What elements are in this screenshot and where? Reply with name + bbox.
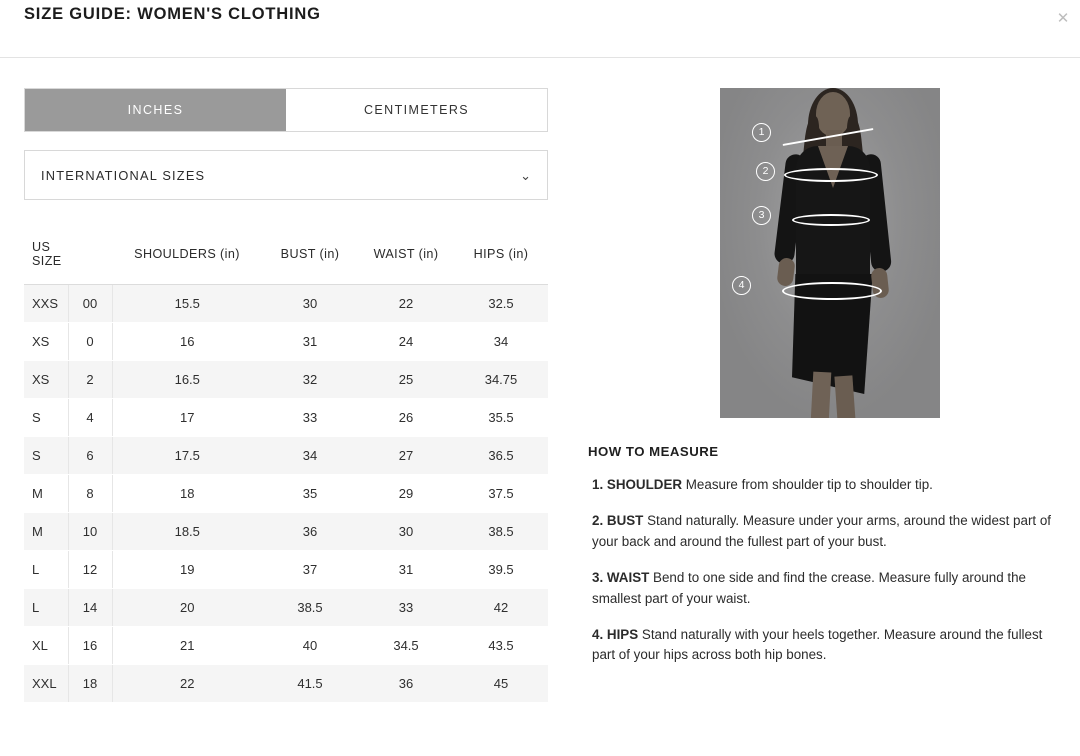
cell-us-size: XXL (24, 665, 68, 703)
table-row (24, 399, 548, 437)
cell-numeric-size: 2 (68, 361, 112, 399)
tab-centimeters[interactable]: CENTIMETERS (286, 89, 547, 131)
column-header-hips: HIPS (in) (454, 226, 548, 285)
cell-numeric-size: 0 (68, 323, 112, 361)
cell-us-size: M (24, 475, 68, 513)
cell-hips: 45 (454, 665, 548, 703)
cell-us-size: L (24, 551, 68, 589)
model-leg-right (834, 375, 855, 418)
howto-text-waist: Bend to one side and find the crease. Measure fully around the smallest part of your waist. (592, 570, 1026, 606)
bust-marker: 2 (756, 162, 775, 181)
cell-waist: 31 (358, 551, 454, 589)
size-chart-table (24, 226, 548, 703)
table-header (24, 226, 548, 285)
cell-waist: 24 (358, 323, 454, 361)
table-row (24, 323, 548, 361)
cell-numeric-size: 18 (68, 665, 112, 703)
cell-shoulders: 22 (112, 665, 262, 703)
cell-waist: 34.5 (358, 627, 454, 665)
cell-bust: 32 (262, 361, 358, 399)
howto-text-bust: Stand naturally. Measure under your arms, around the widest part of your back and around the fullest part of your bust. (592, 513, 1052, 549)
column-header-bust: BUST (in) (262, 226, 358, 285)
cell-shoulders: 21 (112, 627, 262, 665)
cell-bust: 35 (262, 475, 358, 513)
bust-measure-ellipse (784, 168, 878, 182)
left-column (24, 88, 548, 703)
cell-hips: 37.5 (454, 475, 548, 513)
how-to-measure-title: HOW TO MEASURE (588, 444, 719, 459)
column-header-shoulders: SHOULDERS (in) (112, 226, 262, 285)
cell-shoulders: 19 (112, 551, 262, 589)
cell-bust: 41.5 (262, 665, 358, 703)
table-row (24, 513, 548, 551)
howto-num-1: 1. (592, 477, 604, 492)
cell-shoulders: 18 (112, 475, 262, 513)
column-header-waist: WAIST (in) (358, 226, 454, 285)
cell-bust: 30 (262, 285, 358, 323)
howto-term-hips: HIPS (606, 626, 639, 642)
tab-inches[interactable]: INCHES (25, 89, 286, 131)
size-system-value: INTERNATIONAL SIZES (41, 168, 206, 183)
cell-waist: 29 (358, 475, 454, 513)
page-header (0, 0, 1080, 58)
cell-bust: 37 (262, 551, 358, 589)
cell-us-size: XL (24, 627, 68, 665)
cell-us-size: XS (24, 323, 68, 361)
cell-shoulders: 16 (112, 323, 262, 361)
howto-item-hips (588, 625, 1058, 666)
cell-hips: 38.5 (454, 513, 548, 551)
cell-hips: 35.5 (454, 399, 548, 437)
cell-us-size: M (24, 513, 68, 551)
cell-waist: 30 (358, 513, 454, 551)
cell-bust: 34 (262, 437, 358, 475)
column-header-us-size: US SIZE (24, 226, 68, 285)
howto-item-waist (588, 568, 1058, 609)
unit-toggle (24, 88, 548, 132)
table-body (24, 285, 548, 703)
cell-hips: 32.5 (454, 285, 548, 323)
right-column (588, 88, 1058, 666)
table-row (24, 665, 548, 703)
table-row (24, 589, 548, 627)
cell-hips: 34 (454, 323, 548, 361)
cell-waist: 27 (358, 437, 454, 475)
model-leg-left (811, 372, 832, 418)
cell-numeric-size: 16 (68, 627, 112, 665)
cell-numeric-size: 14 (68, 589, 112, 627)
table-row (24, 285, 548, 323)
cell-bust: 40 (262, 627, 358, 665)
table-row (24, 475, 548, 513)
table-header-row (24, 226, 548, 285)
size-system-select[interactable] (24, 150, 548, 200)
table-row (24, 627, 548, 665)
cell-numeric-size: 12 (68, 551, 112, 589)
cell-waist: 26 (358, 399, 454, 437)
cell-waist: 33 (358, 589, 454, 627)
shoulder-marker: 1 (752, 123, 771, 142)
cell-numeric-size: 8 (68, 475, 112, 513)
cell-numeric-size: 6 (68, 437, 112, 475)
howto-item-bust (588, 511, 1058, 552)
column-header-numeric-size (68, 226, 112, 285)
cell-us-size: S (24, 399, 68, 437)
howto-item-shoulder (588, 475, 1058, 495)
cell-us-size: S (24, 437, 68, 475)
howto-term-shoulder: SHOULDER (606, 477, 683, 492)
cell-numeric-size: 4 (68, 399, 112, 437)
cell-shoulders: 17 (112, 399, 262, 437)
cell-us-size: L (24, 589, 68, 627)
cell-hips: 36.5 (454, 437, 548, 475)
cell-shoulders: 17.5 (112, 437, 262, 475)
cell-waist: 25 (358, 361, 454, 399)
cell-waist: 36 (358, 665, 454, 703)
cell-us-size: XS (24, 361, 68, 399)
howto-text-hips: Stand naturally with your heels together. Measure around the fullest part of your hips across both hip bones. (592, 626, 1043, 663)
cell-hips: 42 (454, 589, 548, 627)
cell-bust: 33 (262, 399, 358, 437)
howto-num-2: 2. (592, 513, 604, 529)
waist-marker: 3 (752, 206, 771, 225)
hips-measure-ellipse (782, 282, 882, 300)
howto-term-bust: BUST (606, 513, 644, 529)
chevron-down-icon: ⌄ (520, 168, 531, 183)
table-row (24, 551, 548, 589)
cell-us-size: XXS (24, 285, 68, 323)
howto-num-3: 3. (592, 570, 604, 586)
cell-shoulders: 15.5 (112, 285, 262, 323)
cell-hips: 39.5 (454, 551, 548, 589)
cell-numeric-size: 00 (68, 285, 112, 323)
howto-term-waist: WAIST (606, 570, 650, 586)
cell-bust: 38.5 (262, 589, 358, 627)
cell-hips: 43.5 (454, 627, 548, 665)
howto-num-4: 4. (592, 626, 604, 642)
hips-marker: 4 (732, 276, 751, 295)
cell-waist: 22 (358, 285, 454, 323)
cell-shoulders: 16.5 (112, 361, 262, 399)
waist-measure-ellipse (792, 214, 870, 226)
table-row (24, 361, 548, 399)
table-row (24, 437, 548, 475)
cell-numeric-size: 10 (68, 513, 112, 551)
cell-hips: 34.75 (454, 361, 548, 399)
cell-shoulders: 18.5 (112, 513, 262, 551)
model-measurement-diagram (720, 88, 940, 418)
cell-shoulders: 20 (112, 589, 262, 627)
page-title: SIZE GUIDE: WOMEN'S CLOTHING (24, 5, 321, 23)
cell-bust: 36 (262, 513, 358, 551)
close-icon[interactable]: ✕ (1056, 10, 1070, 27)
cell-bust: 31 (262, 323, 358, 361)
howto-text-shoulder: Measure from shoulder tip to shoulder tip. (685, 477, 933, 492)
